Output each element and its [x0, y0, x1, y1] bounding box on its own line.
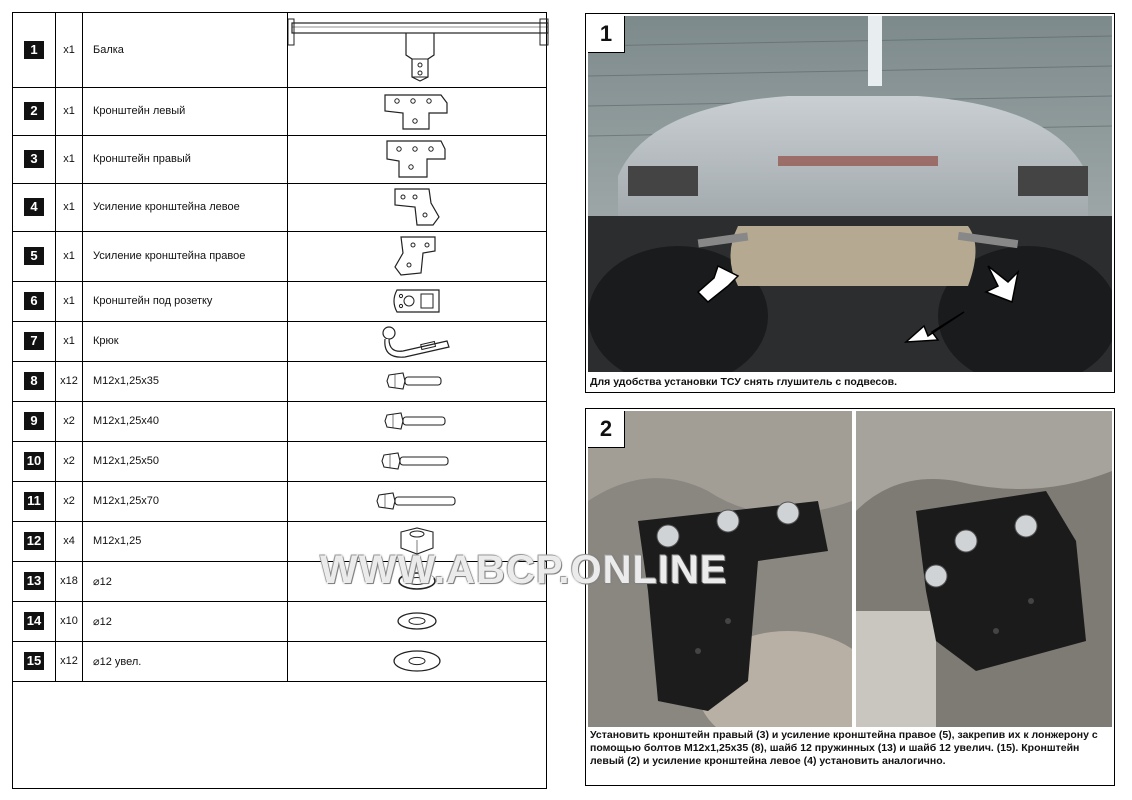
- table-row: [13, 321, 546, 361]
- part-name: M12x1,25x40: [83, 401, 288, 441]
- part-drawing: [288, 601, 547, 641]
- part-name: Балка: [83, 13, 288, 87]
- table-row: [13, 13, 546, 87]
- table-row: [13, 135, 546, 183]
- table-row: [13, 231, 546, 281]
- part-drawing: [288, 183, 547, 231]
- part-number: 9: [24, 412, 44, 430]
- step-1-caption: Для удобства установки ТСУ снять глушитель с подвесов.: [590, 376, 898, 388]
- part-number: 11: [24, 492, 44, 510]
- part-qty: x1: [56, 135, 83, 183]
- part-drawing: [288, 361, 547, 401]
- part-name: Усиление кронштейна левое: [83, 183, 288, 231]
- tow-hook-drawing: [377, 323, 457, 359]
- table-row: [13, 441, 546, 481]
- part-qty: x1: [56, 281, 83, 321]
- part-name: Усиление кронштейна правое: [83, 231, 288, 281]
- part-drawing: [288, 441, 547, 481]
- part-drawing: [288, 401, 547, 441]
- part-qty: x1: [56, 321, 83, 361]
- reinforcement-right-drawing: [387, 233, 447, 279]
- part-drawing: [288, 281, 547, 321]
- parts-list: [12, 12, 547, 789]
- part-name: M12x1,25x50: [83, 441, 288, 481]
- part-drawing: [288, 13, 547, 87]
- part-name: Кронштейн левый: [83, 87, 288, 135]
- step-1-photo: [588, 16, 1112, 372]
- bolt-icon: [375, 489, 459, 513]
- step-1-panel: [585, 13, 1115, 393]
- socket-bracket-drawing: [387, 284, 447, 318]
- table-row: [13, 281, 546, 321]
- part-number: 1: [24, 41, 44, 59]
- step-2-photo-right: [856, 411, 1112, 727]
- bolt-icon: [383, 409, 451, 433]
- part-drawing: [288, 135, 547, 183]
- bracket-left-drawing: [377, 89, 457, 133]
- part-number: 8: [24, 372, 44, 390]
- washer-icon: [393, 608, 441, 634]
- table-row: [13, 361, 546, 401]
- step-number: 1: [588, 16, 625, 53]
- part-qty: x10: [56, 601, 83, 641]
- part-drawing: [288, 321, 547, 361]
- part-number: 14: [24, 612, 44, 630]
- part-name: M12x1,25: [83, 521, 288, 561]
- part-qty: x1: [56, 87, 83, 135]
- part-number: 2: [24, 102, 44, 120]
- part-number: 15: [24, 652, 44, 670]
- step-2-caption: Установить кронштейн правый (3) и усиление кронштейна правое (5), закрепив их к лонжерону с помощью болтов M12x1,25x35 (8), шайб 12 пружинных (13) и шайб 12 увелич. (15). Кронштейн левый (2) и усиление кронштейна левое (4) установить аналогично.: [590, 729, 1098, 767]
- part-number: 10: [24, 452, 44, 470]
- part-qty: x1: [56, 13, 83, 87]
- part-number: 3: [24, 150, 44, 168]
- table-row: [13, 641, 546, 681]
- bracket-right-drawing: [377, 137, 457, 181]
- table-row: [13, 87, 546, 135]
- bolt-icon: [385, 369, 449, 393]
- table-row: [13, 401, 546, 441]
- part-name: Крюк: [83, 321, 288, 361]
- table-row: [13, 183, 546, 231]
- part-qty: x18: [56, 561, 83, 601]
- part-qty: x1: [56, 183, 83, 231]
- part-qty: x12: [56, 641, 83, 681]
- reinforcement-left-drawing: [387, 185, 447, 229]
- right-reinforcement-photo: [856, 411, 1112, 727]
- part-number: 6: [24, 292, 44, 310]
- table-row: [13, 601, 546, 641]
- part-qty: x4: [56, 521, 83, 561]
- part-drawing: [288, 481, 547, 521]
- part-drawing: [288, 231, 547, 281]
- part-name: ⌀12 увел.: [83, 641, 288, 681]
- part-number: 13: [24, 572, 44, 590]
- part-number: 12: [24, 532, 44, 550]
- large-washer-icon: [389, 646, 445, 676]
- part-number: 7: [24, 332, 44, 350]
- part-qty: x2: [56, 441, 83, 481]
- step-number: 2: [588, 411, 625, 448]
- part-qty: x12: [56, 361, 83, 401]
- part-name: ⌀12: [83, 601, 288, 641]
- part-number: 5: [24, 247, 44, 265]
- bolt-icon: [380, 449, 454, 473]
- watermark: WWW.ABCP.ONLINE: [320, 548, 728, 592]
- part-name: M12x1,25x35: [83, 361, 288, 401]
- table-row: [13, 481, 546, 521]
- part-qty: x1: [56, 231, 83, 281]
- part-name: ⌀12: [83, 561, 288, 601]
- part-name: Кронштейн под розетку: [83, 281, 288, 321]
- part-qty: x2: [56, 401, 83, 441]
- part-name: M12x1,25x70: [83, 481, 288, 521]
- part-drawing: [288, 87, 547, 135]
- car-underside-photo: [588, 16, 1112, 372]
- step-2-panel: [585, 408, 1115, 786]
- part-drawing: [288, 641, 547, 681]
- beam-drawing: [288, 15, 552, 85]
- part-number: 4: [24, 198, 44, 216]
- part-qty: x2: [56, 481, 83, 521]
- part-name: Кронштейн правый: [83, 135, 288, 183]
